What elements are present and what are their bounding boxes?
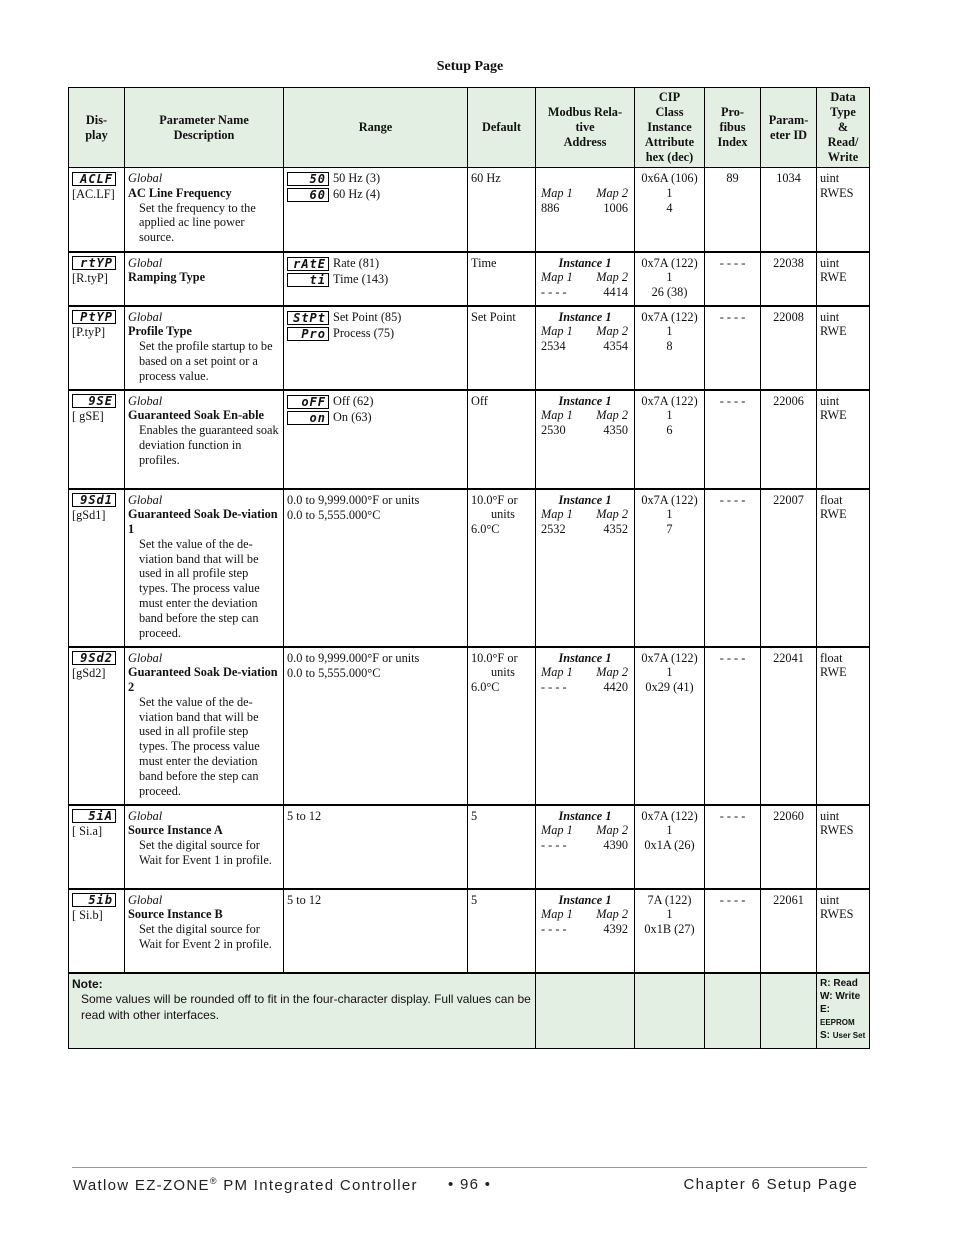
profibus-cell: 89 xyxy=(705,168,761,252)
map1-label: Map 1 xyxy=(541,185,573,200)
data-type-cell xyxy=(817,889,870,973)
legend-key: R: xyxy=(820,977,834,989)
range-cell xyxy=(284,390,468,489)
cip-value: 0x7A (122) xyxy=(641,255,698,270)
table-row xyxy=(69,306,870,390)
map2-value: 4350 xyxy=(603,423,628,438)
map1-value: 2530 xyxy=(541,423,566,438)
display-label: [gSd2] xyxy=(72,666,106,681)
cip-cell xyxy=(635,252,705,306)
map2-value: 4352 xyxy=(603,522,628,537)
cip-cell xyxy=(635,306,705,390)
data-type-cell xyxy=(817,805,870,889)
parameter-name: Source Instance A xyxy=(128,823,223,838)
legend-value: Read xyxy=(833,977,858,989)
display-label: [R.tyP] xyxy=(72,271,108,286)
cip-value: 8 xyxy=(666,339,673,354)
range-option xyxy=(287,272,464,287)
range-option-text: Time (143) xyxy=(333,271,389,286)
parameter-cell xyxy=(125,489,284,647)
data-type-value: RWE xyxy=(820,408,847,423)
parameter-description: Set the digital source for Wait for Event 1 in profile. xyxy=(139,838,272,867)
cip-cell xyxy=(635,647,705,805)
map1-label: Map 1 xyxy=(541,507,573,522)
range-cell xyxy=(284,805,468,889)
legend-entry xyxy=(820,977,866,990)
map2-value: 1006 xyxy=(603,200,628,215)
map2-label: Map 2 xyxy=(596,665,628,680)
modbus-map-values xyxy=(539,922,631,937)
data-type-value: RWE xyxy=(820,270,847,285)
table-row xyxy=(69,168,870,252)
modbus-map-values xyxy=(539,522,631,537)
note-filler xyxy=(705,973,761,1049)
cip-value: 0x1A (26) xyxy=(644,838,695,853)
display-code-icon: 9SE xyxy=(72,394,116,408)
display-cell xyxy=(69,647,125,805)
default-value: 5 xyxy=(471,808,478,823)
default-cell xyxy=(468,647,536,805)
parameter-scope: Global xyxy=(128,393,163,408)
modbus-cell xyxy=(536,647,635,805)
range-option xyxy=(287,326,464,341)
map2-label: Map 2 xyxy=(596,324,628,339)
range-option-text: On (63) xyxy=(333,409,372,424)
header-modbus: Modbus Rela- tive Address xyxy=(536,88,635,168)
data-type-value: RWE xyxy=(820,507,847,522)
default-cell xyxy=(468,489,536,647)
legend-value: User Set xyxy=(832,1030,866,1040)
modbus-map-labels xyxy=(539,324,631,339)
parameter-name: Ramping Type xyxy=(128,270,206,285)
header-cip: CIP Class Instance Attribute hex (dec) xyxy=(635,88,705,168)
cip-value: 0x7A (122) xyxy=(641,309,698,324)
modbus-instance xyxy=(539,171,631,186)
cip-cell xyxy=(635,489,705,647)
legend-value: Write xyxy=(835,990,861,1002)
table-row xyxy=(69,390,870,489)
cip-value: 0x7A (122) xyxy=(641,492,698,507)
cip-value: 1 xyxy=(666,907,673,922)
header-name: Parameter Name Description xyxy=(125,88,284,168)
range-cell xyxy=(284,306,468,390)
rw-legend xyxy=(817,973,870,1049)
range-text: 5 to 12 xyxy=(287,892,322,907)
display-code-icon: 5ib xyxy=(72,893,116,907)
legend-key: E: xyxy=(820,1003,830,1015)
range-option-text: Set Point (85) xyxy=(333,309,402,324)
parameter-cell xyxy=(125,647,284,805)
data-type-value: float xyxy=(820,492,843,507)
range-cell xyxy=(284,647,468,805)
legend-entry xyxy=(820,990,866,1003)
modbus-cell xyxy=(536,252,635,306)
cip-value: 0x7A (122) xyxy=(641,808,698,823)
data-type-value: uint xyxy=(820,255,840,270)
header-data-type: Data Type & Read/ Write xyxy=(817,88,870,168)
parameter-scope: Global xyxy=(128,492,163,507)
default-value: Off xyxy=(471,393,488,408)
modbus-instance: Instance 1 xyxy=(558,393,612,408)
table-row xyxy=(69,805,870,889)
data-type-cell xyxy=(817,390,870,489)
parameter-description: Set the frequency to the applied ac line power source. xyxy=(139,200,256,245)
parameter-scope: Global xyxy=(128,309,163,324)
parameter-cell xyxy=(125,306,284,390)
range-option xyxy=(287,171,464,186)
data-type-value: RWES xyxy=(820,823,854,838)
map1-value: - - - - xyxy=(541,680,567,695)
legend-value: EEPROM xyxy=(820,1017,855,1027)
data-type-value: uint xyxy=(820,892,840,907)
data-type-value: RWE xyxy=(820,665,847,680)
table-row xyxy=(69,647,870,805)
cip-cell xyxy=(635,889,705,973)
display-cell xyxy=(69,252,125,306)
default-cell xyxy=(468,390,536,489)
modbus-cell xyxy=(536,390,635,489)
param-id-cell: 22061 xyxy=(761,889,817,973)
table-row xyxy=(69,252,870,306)
modbus-map-values xyxy=(539,838,631,853)
display-label: [ gSE] xyxy=(72,409,104,424)
display-cell xyxy=(69,805,125,889)
header-param-id: Param- eter ID xyxy=(761,88,817,168)
modbus-cell xyxy=(536,306,635,390)
param-id-cell: 22006 xyxy=(761,390,817,489)
parameter-table xyxy=(68,87,870,1049)
default-value: units xyxy=(491,665,515,680)
map1-label: Map 1 xyxy=(541,907,573,922)
map2-label: Map 2 xyxy=(596,270,628,285)
modbus-map-values xyxy=(539,423,631,438)
display-label: [ Si.b] xyxy=(72,908,103,923)
data-type-value: uint xyxy=(820,309,840,324)
parameter-name: Profile Type xyxy=(128,324,192,339)
param-id-cell: 22038 xyxy=(761,252,817,306)
display-code-icon: ACLF xyxy=(72,172,116,186)
display-cell xyxy=(69,489,125,647)
cip-value: 0x6A (106) xyxy=(641,171,698,185)
cip-value: 1 xyxy=(666,185,673,200)
page-number: • 96 • xyxy=(448,1176,492,1193)
default-value: 6.0°C xyxy=(471,680,500,695)
parameter-description: Set the profile startup to be based on a set point or a process value. xyxy=(139,339,273,383)
cip-value: 1 xyxy=(666,507,673,522)
data-type-value: float xyxy=(820,650,843,665)
parameter-cell xyxy=(125,889,284,973)
display-cell xyxy=(69,306,125,390)
map2-label: Map 2 xyxy=(596,507,628,522)
data-type-cell xyxy=(817,168,870,252)
data-type-value: uint xyxy=(820,393,840,408)
range-code-icon: Pro xyxy=(287,327,329,341)
parameter-rows xyxy=(69,168,870,973)
data-type-value: RWE xyxy=(820,324,847,339)
parameter-cell xyxy=(125,390,284,489)
display-label: [gSd1] xyxy=(72,508,106,523)
note-filler xyxy=(536,973,635,1049)
profibus-cell: - - - - xyxy=(705,889,761,973)
default-value: 6.0°C xyxy=(471,522,500,537)
range-option xyxy=(287,394,464,409)
cip-cell xyxy=(635,390,705,489)
footer-divider xyxy=(72,1167,867,1168)
map1-label: Map 1 xyxy=(541,270,573,285)
header-display: Dis- play xyxy=(69,88,125,168)
parameter-description: Set the value of the de-viation band that will be used in all profile step types. The process value must enter the deviation band before the step can proceed. xyxy=(139,694,260,798)
range-code-icon: oFF xyxy=(287,395,329,409)
map2-label: Map 2 xyxy=(596,823,628,838)
default-value: Time xyxy=(471,255,497,270)
modbus-map-labels xyxy=(539,907,631,922)
range-option xyxy=(287,187,464,202)
map2-label: Map 2 xyxy=(596,907,628,922)
parameter-scope: Global xyxy=(128,650,163,665)
parameter-cell xyxy=(125,252,284,306)
legend-entry xyxy=(820,1029,866,1042)
default-cell xyxy=(468,252,536,306)
display-code-icon: 5iA xyxy=(72,809,116,823)
cip-value: 1 xyxy=(666,665,673,680)
range-option xyxy=(287,410,464,425)
parameter-scope: Global xyxy=(128,171,163,185)
modbus-map-labels xyxy=(539,823,631,838)
cip-value: 4 xyxy=(666,200,673,215)
parameter-name: Guaranteed Soak De-viation 1 xyxy=(128,507,278,537)
modbus-instance: Instance 1 xyxy=(558,255,612,270)
display-code-icon: 9Sd1 xyxy=(72,493,116,507)
map2-value: 4420 xyxy=(603,680,628,695)
default-cell xyxy=(468,805,536,889)
parameter-description: Enables the guaranteed soak deviation function in profiles. xyxy=(139,423,279,467)
modbus-cell xyxy=(536,489,635,647)
footer-title: Watlow EZ-ZONE® PM Integrated Controller xyxy=(73,1176,418,1194)
display-code-icon: rtYP xyxy=(72,256,116,270)
parameter-description: Set the value of the de-viation band that will be used in all profile step types. The process value must enter the deviation band before the step can proceed. xyxy=(139,536,260,640)
profibus-cell: - - - - xyxy=(705,489,761,647)
parameter-scope: Global xyxy=(128,255,163,270)
header-default: Default xyxy=(468,88,536,168)
range-text: 5 to 12 xyxy=(287,808,322,823)
param-id-cell: 22041 xyxy=(761,647,817,805)
range-text: 0.0 to 5,555.000°C xyxy=(287,666,381,681)
parameter-name: Source Instance B xyxy=(128,907,223,922)
display-cell xyxy=(69,168,125,252)
range-code-icon: rAtE xyxy=(287,257,329,271)
map2-value: 4354 xyxy=(603,339,628,354)
parameter-cell xyxy=(125,168,284,252)
note-text: Some values will be rounded off to fit in the four-character display. Full values can be read with other interfaces. xyxy=(81,992,531,1023)
cip-value: 0x7A (122) xyxy=(641,650,698,665)
note-title: Note: xyxy=(72,976,103,991)
legend-key: S: xyxy=(820,1029,833,1041)
parameter-description: Set the digital source for Wait for Event 2 in profile. xyxy=(139,922,272,951)
header-range: Range xyxy=(284,88,468,168)
display-code-icon: 9Sd2 xyxy=(72,651,116,665)
map2-label: Map 2 xyxy=(596,408,628,423)
display-label: [ Si.a] xyxy=(72,824,103,839)
data-type-value: RWES xyxy=(820,907,854,922)
map2-value: 4414 xyxy=(603,285,628,300)
modbus-instance: Instance 1 xyxy=(558,309,612,324)
modbus-instance: Instance 1 xyxy=(558,892,612,907)
range-cell xyxy=(284,168,468,252)
cip-cell xyxy=(635,805,705,889)
data-type-value: RWES xyxy=(820,185,854,200)
range-cell xyxy=(284,489,468,647)
data-type-cell xyxy=(817,306,870,390)
profibus-cell: - - - - xyxy=(705,647,761,805)
parameter-scope: Global xyxy=(128,808,163,823)
map1-label: Map 1 xyxy=(541,823,573,838)
map1-label: Map 1 xyxy=(541,665,573,680)
param-id-cell: 22008 xyxy=(761,306,817,390)
map2-value: 4392 xyxy=(603,922,628,937)
profibus-cell: - - - - xyxy=(705,805,761,889)
map1-value: - - - - xyxy=(541,285,567,300)
modbus-map-labels xyxy=(539,408,631,423)
cip-value: 1 xyxy=(666,823,673,838)
legend-entry xyxy=(820,1003,866,1029)
default-value: Set Point xyxy=(471,309,516,324)
range-code-icon: 60 xyxy=(287,188,329,202)
display-cell xyxy=(69,889,125,973)
display-label: [P.tyP] xyxy=(72,325,106,340)
cip-value: 7A (122) xyxy=(647,892,692,907)
range-text: 0.0 to 9,999.000°F or units xyxy=(287,650,420,665)
range-code-icon: ti xyxy=(287,273,329,287)
display-cell xyxy=(69,390,125,489)
profibus-cell: - - - - xyxy=(705,306,761,390)
range-code-icon: 50 xyxy=(287,172,329,186)
data-type-cell xyxy=(817,489,870,647)
note-filler xyxy=(761,973,817,1049)
range-text: 0.0 to 9,999.000°F or units xyxy=(287,492,420,507)
modbus-map-values xyxy=(539,339,631,354)
data-type-value: uint xyxy=(820,171,840,185)
page-title: Setup Page xyxy=(436,59,504,74)
modbus-map-labels xyxy=(539,665,631,680)
parameter-name: AC Line Frequency xyxy=(128,185,232,200)
modbus-map-values xyxy=(539,680,631,695)
modbus-cell xyxy=(536,168,635,252)
range-text: 0.0 to 5,555.000°C xyxy=(287,508,381,523)
modbus-map-labels xyxy=(539,186,631,201)
default-cell xyxy=(468,306,536,390)
cip-value: 0x1B (27) xyxy=(644,922,695,937)
modbus-map-labels xyxy=(539,270,631,285)
default-value: 5 xyxy=(471,892,478,907)
header-profibus: Pro- fibus Index xyxy=(705,88,761,168)
cip-value: 7 xyxy=(666,522,673,537)
modbus-map-values xyxy=(539,201,631,216)
cip-value: 0x29 (41) xyxy=(645,680,694,695)
parameter-scope: Global xyxy=(128,892,163,907)
range-option-text: Off (62) xyxy=(333,393,374,408)
default-value: 60 Hz xyxy=(471,171,501,185)
param-id-cell: 22007 xyxy=(761,489,817,647)
note-filler xyxy=(635,973,705,1049)
map1-value: 886 xyxy=(541,200,560,215)
parameter-name: Guaranteed Soak En-able xyxy=(128,408,264,423)
default-value: 10.0°F or xyxy=(471,650,518,665)
map1-label: Map 1 xyxy=(541,408,573,423)
table-row xyxy=(69,489,870,647)
range-option xyxy=(287,256,464,271)
range-cell xyxy=(284,252,468,306)
map1-value: - - - - xyxy=(541,922,567,937)
modbus-map-values xyxy=(539,285,631,300)
range-option-text: Process (75) xyxy=(333,325,395,340)
param-id-cell: 22060 xyxy=(761,805,817,889)
map1-value: 2534 xyxy=(541,339,566,354)
map1-value: 2532 xyxy=(541,522,566,537)
legend-key: W: xyxy=(820,990,836,1002)
modbus-instance: Instance 1 xyxy=(558,492,612,507)
cip-value: 1 xyxy=(666,324,673,339)
default-value: units xyxy=(491,507,515,522)
cip-value: 26 (38) xyxy=(651,285,688,300)
range-option xyxy=(287,310,464,325)
default-cell xyxy=(468,889,536,973)
range-code-icon: on xyxy=(287,411,329,425)
range-code-icon: StPt xyxy=(287,311,329,325)
profibus-cell: - - - - xyxy=(705,390,761,489)
cip-value: 1 xyxy=(666,408,673,423)
modbus-instance: Instance 1 xyxy=(558,808,612,823)
range-cell xyxy=(284,889,468,973)
range-option-text: 50 Hz (3) xyxy=(333,171,381,185)
cip-value: 1 xyxy=(666,270,673,285)
note-cell xyxy=(69,973,536,1049)
data-type-cell xyxy=(817,647,870,805)
map2-value: 4390 xyxy=(603,838,628,853)
default-value: 10.0°F or xyxy=(471,492,518,507)
cip-value: 6 xyxy=(666,423,673,438)
cip-value: 0x7A (122) xyxy=(641,393,698,408)
range-option-text: Rate (81) xyxy=(333,255,380,270)
table-row xyxy=(69,889,870,973)
map1-value: - - - - xyxy=(541,838,567,853)
parameter-name: Guaranteed Soak De-viation 2 xyxy=(128,665,278,695)
chapter-title: Chapter 6 Setup Page xyxy=(683,1176,858,1193)
map2-label: Map 2 xyxy=(596,185,628,200)
display-label: [AC.LF] xyxy=(72,186,115,201)
data-type-cell xyxy=(817,252,870,306)
display-code-icon: PtYP xyxy=(72,310,116,324)
cip-cell xyxy=(635,168,705,252)
profibus-cell: - - - - xyxy=(705,252,761,306)
range-option-text: 60 Hz (4) xyxy=(333,187,381,202)
modbus-map-labels xyxy=(539,507,631,522)
data-type-value: uint xyxy=(820,808,840,823)
map1-label: Map 1 xyxy=(541,324,573,339)
modbus-cell xyxy=(536,889,635,973)
modbus-cell xyxy=(536,805,635,889)
default-cell xyxy=(468,168,536,252)
modbus-instance: Instance 1 xyxy=(558,650,612,665)
parameter-cell xyxy=(125,805,284,889)
param-id-cell: 1034 xyxy=(761,168,817,252)
